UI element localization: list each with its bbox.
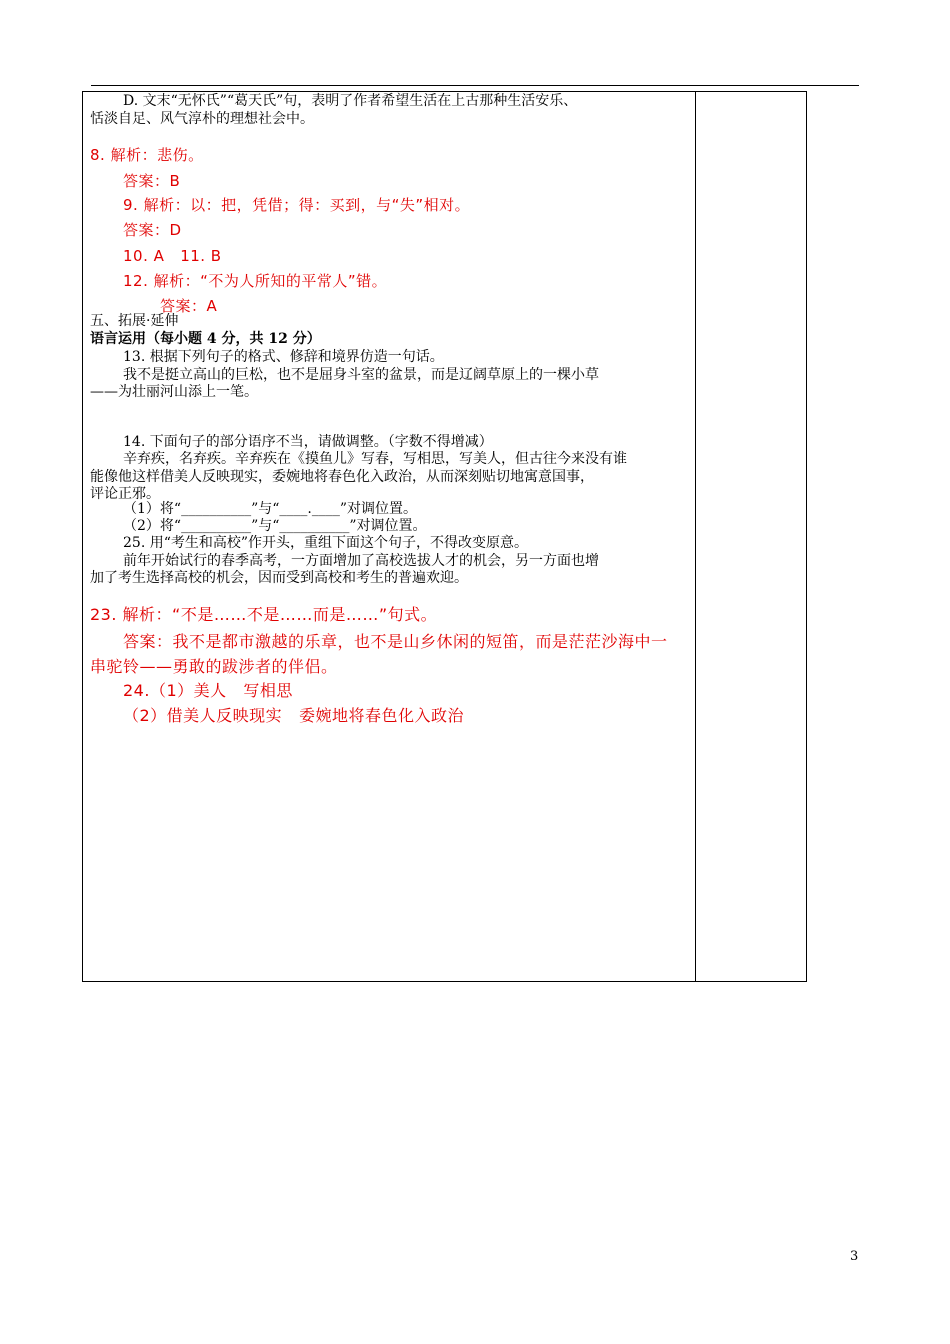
header-rule <box>91 85 859 86</box>
question-13-text-1: 我不是挺立高山的巨松，也不是屈身斗室的盆景，而是辽阔草原上的一棵小草 <box>123 367 599 383</box>
answer-10-11: 10. A 11. B <box>123 247 222 265</box>
question-14: 14. 下面句子的部分语序不当，请做调整。（字数不得增减） <box>123 434 493 450</box>
answer-8-explanation: 8. 解析：悲伤。 <box>90 146 204 164</box>
language-use-title: 语言运用（每小题 4 分，共 12 分） <box>90 331 321 347</box>
question-13-text-2: ——为壮丽河山添上一笔。 <box>90 384 258 400</box>
answer-12-explanation: 12. 解析：“不为人所知的平常人”错。 <box>123 272 388 290</box>
table-column-divider <box>695 92 696 981</box>
question-25-text-1: 前年开始试行的春季高考，一方面增加了高校选拔人才的机会，另一方面也增 <box>123 553 599 569</box>
answer-12-answer: 答案：A <box>160 297 218 315</box>
question-14-blank-2: （2）将“__________”与“__________”对调位置。 <box>123 518 427 534</box>
option-d-line-2: 恬淡自足、风气淳朴的理想社会中。 <box>90 111 314 127</box>
answer-24-line-1: 24.（1）美人 写相思 <box>123 681 293 700</box>
section-5-title: 五、拓展·延伸 <box>90 313 179 329</box>
question-14-text-2: 能像他这样借美人反映现实，委婉地将春色化入政治，从而深刻贴切地寓意国事， <box>90 469 594 485</box>
question-25-text-2: 加了考生选择高校的机会，因而受到高校和考生的普遍欢迎。 <box>90 570 468 586</box>
question-14-blank-1: （1）将“__________”与“____.____”对调位置。 <box>123 501 417 517</box>
answer-9-explanation: 9. 解析：以：把，凭借；得：买到，与“失”相对。 <box>123 196 471 214</box>
page-number: 3 <box>850 1249 859 1264</box>
option-d-line-1: D. 文末“无怀氏”“葛天氏”句，表明了作者希望生活在上古那种生活安乐、 <box>123 93 578 109</box>
question-14-text-3: 评论正邪。 <box>90 486 160 502</box>
question-25: 25. 用“考生和高校”作开头，重组下面这个句子，不得改变原意。 <box>123 535 529 551</box>
answer-23-answer-line-1: 答案：我不是都市激越的乐章，也不是山乡休闲的短笛，而是茫茫沙海中一 <box>123 632 668 651</box>
answer-23-answer-line-2: 串驼铃——勇敢的跋涉者的伴侣。 <box>90 657 338 676</box>
answer-23-explanation: 23. 解析：“不是……不是……而是……”句式。 <box>90 605 438 624</box>
question-14-text-1: 辛弃疾，名弃疾。辛弃疾在《摸鱼儿》写春，写相思，写美人，但古往今来没有谁 <box>123 451 627 467</box>
answer-24-line-2: （2）借美人反映现实 委婉地将春色化入政治 <box>123 706 464 725</box>
question-13: 13. 根据下列句子的格式、修辞和境界仿造一句话。 <box>123 349 444 365</box>
answer-8-answer: 答案：B <box>123 172 181 190</box>
answer-9-answer: 答案：D <box>123 221 182 239</box>
